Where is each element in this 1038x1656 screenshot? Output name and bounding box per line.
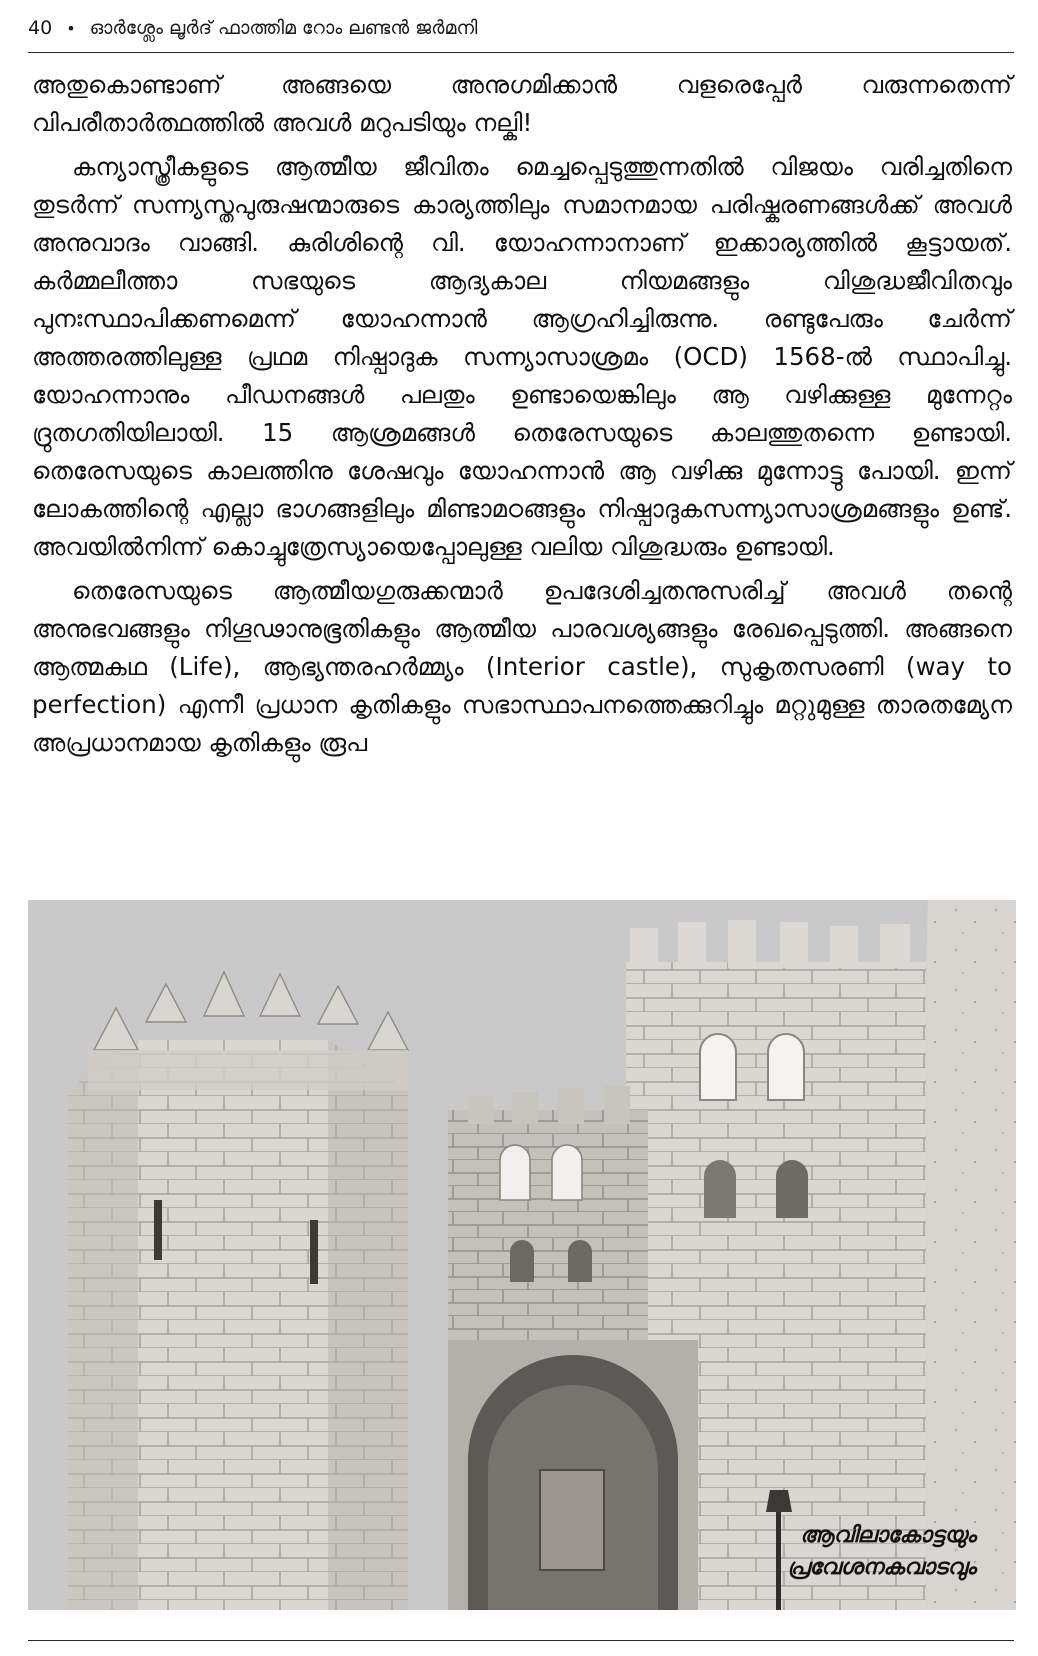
footer-rule <box>28 1640 1014 1641</box>
figure-caption <box>787 1520 976 1584</box>
paragraph-1: അതുകൊണ്ടാണ് അങ്ങയെ അനുഗമിക്കാൻ വളരെപ്പേർ വരുന്നതെന്ന് വിപരീതാർത്ഥത്തിൽ അവൾ മറുപടിയും നല്കി! <box>32 70 1012 137</box>
arrow-slit <box>154 1200 162 1260</box>
header-rule <box>28 52 1014 53</box>
castle-photo <box>28 900 1016 1610</box>
header-bullet: • <box>66 18 76 38</box>
page-number: 40 <box>28 17 53 39</box>
body-text <box>32 66 1012 762</box>
paragraph-2: കന്യാസ്ത്രീകളുടെ ആത്മീയ ജീവിതം മെച്ചപ്പെടുത്തുന്നതിൽ വിജയം വരിച്ചതിനെ തുടർന്ന് സന്ന്യസ്തപുരുഷന്മാരുടെ കാര്യത്തിലും സമാനമായ പരിഷ്കരണങ്ങൾക്ക് അവൾ അനുവാദം വാങ്ങി. കുരിശിന്റെ വി. യോഹന്നാനാണ് ഇക്കാര്യത്തിൽ കൂട്ടായത്. കർമ്മലീത്താ സഭയുടെ ആദ്യകാല നിയമങ്ങളും വിശുദ്ധജീവിതവും പുനഃസ്ഥാപിക്കണമെന്ന് യോഹന്നാൻ ആഗ്രഹിച്ചിരുന്നു. രണ്ടുപേരും ചേർന്ന് അത്തരത്തിലുള്ള പ്രഥമ നിഷ്പാദുക സന്ന്യാസാശ്രമം (OCD) 1568-ൽ സ്ഥാപിച്ചു. യോഹന്നാനും പീഡനങ്ങൾ പലതും ഉണ്ടായെങ്കിലും ആ വഴിക്കുള്ള മുന്നേറ്റം ദ്രുതഗതിയിലായി. 15 ആശ്രമങ്ങൾ തെരേസയുടെ കാലത്തുതന്നെ ഉണ്ടായി. തെരേസയുടെ കാലത്തിനു ശേഷവും യോഹന്നാൻ ആ വഴിക്കു മുന്നോട്ടു പോയി. ഇന്ന് ലോകത്തിന്റെ എല്ലാ ഭാഗങ്ങളിലും മിണ്ടാമഠങ്ങളും നിഷ്പാദുകസന്ന്യാസാശ്രമങ്ങളും ഉണ്ട്. അവയിൽനിന്ന് കൊച്ചുത്രേസ്യായെപ്പോലുള്ള വലിയ വിശുദ്ധരും ഉണ്ടായി. <box>32 152 1012 561</box>
left-tower <box>68 972 408 1610</box>
castle-illustration <box>28 900 1016 1610</box>
arrow-slit <box>310 1220 318 1284</box>
caption-line-1: ആവിലാകോട്ടയും <box>799 1523 976 1548</box>
running-title: ഓർശ്ലേം ലൂർദ് ഫാത്തിമ റോം ലണ്ടൻ ജർമനി <box>89 17 478 39</box>
gate-archway <box>448 1340 698 1610</box>
running-header <box>28 10 1014 46</box>
paragraph-3: തെരേസയുടെ ആത്മീയഗുരുക്കന്മാർ ഉപദേശിച്ചതനുസരിച്ച് അവൾ തന്റെ അനുഭവങ്ങളും നിഗൂഢാനുഭൂതികളും ആത്മീയ പാരവശ്യങ്ങളും രേഖപ്പെടുത്തി. അങ്ങനെ ആത്മകഥ (Life), ആഭ്യന്തരഹർമ്മ്യം (Interior castle), സുകൃതസരണി (way to perfection) എന്നീ പ്രധാന കൃതികളും സഭാസ്ഥാപനത്തെക്കുറിച്ചും മറ്റുമുള്ള താരതമ്യേന അപ്രധാനമായ കൃതികളും രൂപ <box>32 576 1012 757</box>
caption-line-2: പ്രവേശനകവാടവും <box>787 1555 976 1580</box>
